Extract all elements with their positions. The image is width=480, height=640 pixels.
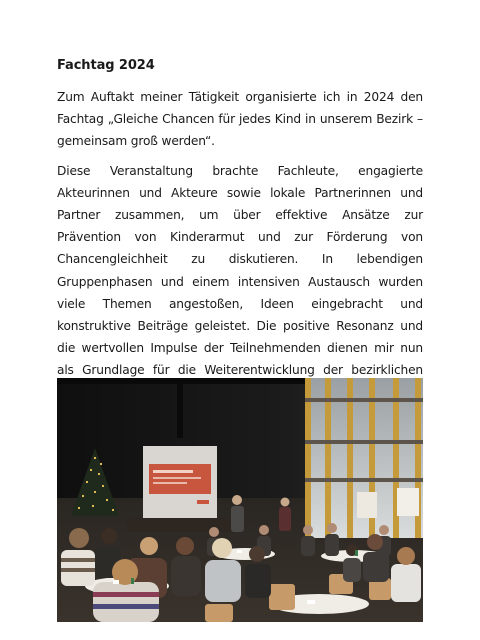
paragraph-intro: Zum Auftakt meiner Tätigkeit organisierte ich in 2024 den Fachtag „Gleiche Chancen für jedes Kind in unserem Bezirk – gemeinsam groß werden“. — [57, 90, 423, 149]
window-wall — [305, 378, 423, 538]
section-heading: Fachtag 2024 — [57, 58, 155, 73]
projection-screen — [143, 446, 217, 518]
event-photo — [57, 378, 423, 622]
document-body — [57, 58, 423, 413]
paragraph-event: Diese Veranstaltung brachte Fachleute, engagierte Akteurinnen und Akteure sowie lokale Partnerinnen und Partner zusammen, um über effektive Ansätze zur Prävention von Kinderarmut und zur Förderung von Chancengleichheit zu diskutieren. In lebendigen Gruppenphasen und einem intensiven Austausch wurden viele Themen angestoßen, Ideen eingebracht und konstruktive Beiträge geleistet. Die positive Resonanz und die wertvollen Impulse der Teilnehmenden dienen mir nun als Grundlage für die Weiterentwicklung der bezirklichen — [57, 163, 423, 378]
